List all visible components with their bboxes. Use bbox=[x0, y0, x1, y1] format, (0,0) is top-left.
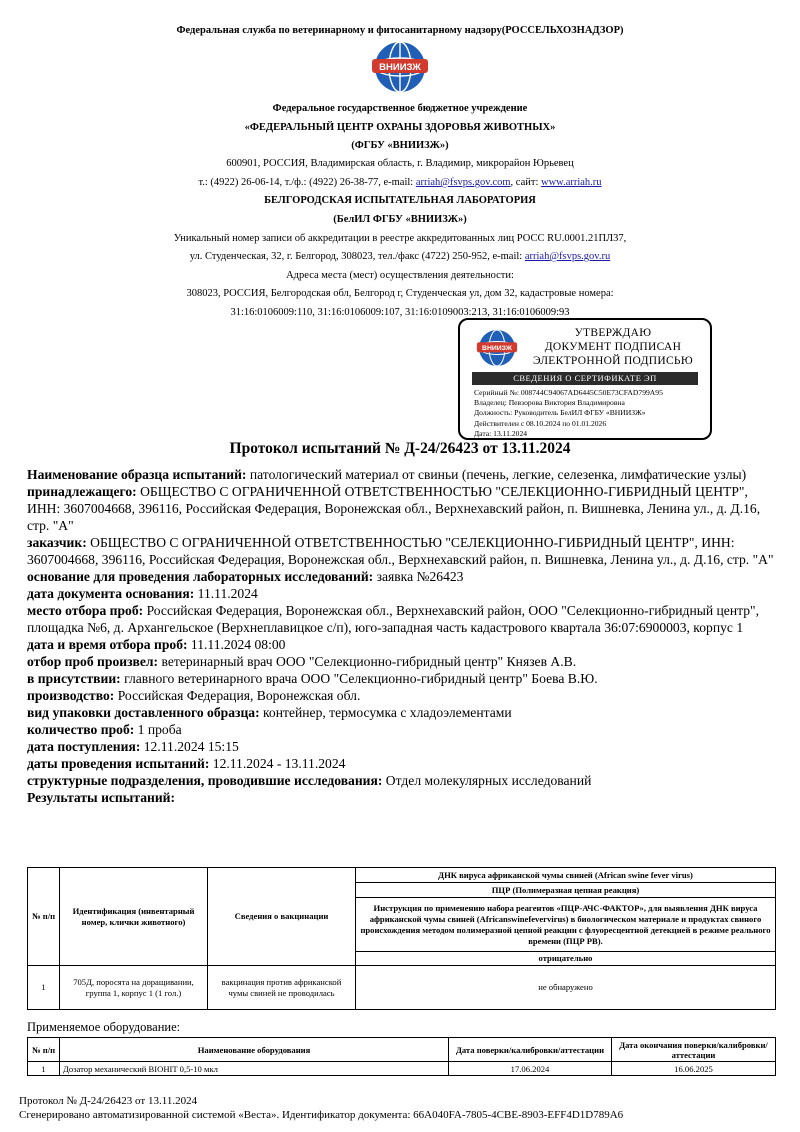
result-cell-num: 1 bbox=[28, 966, 60, 1010]
stamp-position: Должность: Руководитель БелИЛ ФГБУ «ВНИИЗЖ» bbox=[474, 408, 646, 418]
field-value: ветеринарный врач ООО "Селекционно-гибридный центр" Князев А.В. bbox=[158, 654, 577, 669]
vniizzh-logo bbox=[368, 40, 432, 94]
stamp-logo bbox=[474, 328, 520, 368]
field-label: дата документа основания: bbox=[27, 586, 195, 601]
table-row bbox=[28, 966, 776, 1010]
cadastral-numbers: 31:16:0106009:110, 31:16:0106009:107, 31:16:0109003:213, 31:16:0106009:93 bbox=[230, 307, 570, 318]
field-label: дата поступления: bbox=[27, 739, 141, 754]
accreditation: Уникальный номер записи об аккредитации в реестре аккредитованных лиц РОСС RU.0001.21ПЛ37, bbox=[173, 233, 627, 244]
method-header: ПЦР (Полимеразная цепная реакция) bbox=[356, 883, 776, 898]
field-value: 12.11.2024 - 13.11.2024 bbox=[209, 756, 346, 771]
equipment-label: Применяемое оборудование: bbox=[27, 1020, 181, 1034]
field-row bbox=[27, 466, 777, 483]
eq-col-date: Дата поверки/калибровки/аттестации bbox=[449, 1038, 612, 1062]
field-value: контейнер, термосумка с хладоэлементами bbox=[259, 705, 512, 720]
protocol-title: Протокол испытаний № Д-24/26423 от 13.11.2024 bbox=[229, 440, 571, 457]
result-cell-vacc: вакцинация против африканской чумы свиней не проводилась bbox=[208, 966, 356, 1010]
lab-short: (БелИЛ ФГБУ «ВНИИЗЖ») bbox=[333, 214, 467, 225]
field-value: 12.11.2024 15:15 bbox=[140, 739, 239, 754]
stamp-owner: Владелец: Певзорова Виктория Владимировна bbox=[474, 398, 625, 408]
result-cell-result: не обнаружено bbox=[356, 966, 776, 1010]
field-label: в присутствии: bbox=[27, 671, 121, 686]
eq-col-name: Наименование оборудования bbox=[60, 1038, 449, 1062]
equipment-cell-num: 1 bbox=[28, 1062, 60, 1076]
instruction-header: Инструкция по применению набора реагентов «ПЦР-АЧС-ФАКТОР», для выявления ДНК вируса африканской чумы свиней (Africanswinefevervirus) в биологическом материале и продуктах свиного происхождения методом полимеразной цепной реакции с флуоресцентной детекцией в режиме реального времени (ПЦР РВ). bbox=[356, 898, 776, 952]
field-label: принадлежащего: bbox=[27, 484, 137, 499]
field-row bbox=[27, 568, 777, 585]
field-value: 11.11.2024 bbox=[194, 586, 258, 601]
field-value: ОБЩЕСТВО С ОГРАНИЧЕННОЙ ОТВЕТСТВЕННОСТЬЮ "СЕЛЕКЦИОННО-ГИБРИДНЫЙ ЦЕНТР", ИНН: 3607004668, 396116, Российская Федерация, Воронежская обл., Верхнехавский район, п. Вишневка, Ленина ул., д. Д.16, стр. "А" bbox=[27, 484, 761, 533]
stamp-date: Дата: 13.11.2024 bbox=[474, 428, 528, 438]
lab-address-prefix: ул. Студенческая, 32, г. Белгород, 308023, тел./факс (4722) 250-952, e-mail: bbox=[189, 251, 525, 262]
institution-name: «ФЕДЕРАЛЬНЫЙ ЦЕНТР ОХРАНЫ ЗДОРОВЬЯ ЖИВОТНЫХ» bbox=[244, 122, 556, 133]
field-value: заявка №26423 bbox=[373, 569, 464, 584]
field-label: производство: bbox=[27, 688, 115, 703]
eq-col-num: № п/п bbox=[28, 1038, 60, 1062]
field-row bbox=[27, 534, 777, 568]
stamp-heading bbox=[520, 326, 706, 368]
field-label: Результаты испытаний: bbox=[27, 790, 176, 805]
field-value: Отдел молекулярных исследований bbox=[382, 773, 592, 788]
norm-header: отрицательно bbox=[356, 952, 776, 966]
protocol-fields bbox=[27, 466, 777, 806]
institution-short: (ФГБУ «ВНИИЗЖ») bbox=[351, 140, 449, 151]
field-label: вид упаковки доставленного образца: bbox=[27, 705, 260, 720]
lab-name: БЕЛГОРОДСКАЯ ИСПЫТАТЕЛЬНАЯ ЛАБОРАТОРИЯ bbox=[264, 195, 536, 206]
institution-type: Федеральное государственное бюджетное учреждение bbox=[272, 103, 528, 114]
field-row bbox=[27, 772, 777, 789]
field-row bbox=[27, 721, 777, 738]
field-value: Российская Федерация, Воронежская обл., Верхнехавский район, ООО "Селекционно-гибридный центр", площадка №6, д. Архангельское (Верхнеплавицкое с/п), юго-западная часть кадастрового квартала 36:07:6900003, корпус 1 bbox=[27, 603, 759, 635]
footer-generated: Сгенерировано автоматизированной системой «Веста». Идентификатор документа: 66A040FA-7805-4CBE-8903-EFF4D1D789A6 bbox=[19, 1109, 624, 1121]
field-label: структурные подразделения, проводившие исследования: bbox=[27, 773, 383, 788]
field-row bbox=[27, 602, 777, 636]
field-value: 1 проба bbox=[134, 722, 182, 737]
table-row bbox=[28, 1062, 776, 1076]
field-label: количество проб: bbox=[27, 722, 135, 737]
field-value: Российская Федерация, Воронежская обл. bbox=[114, 688, 361, 703]
stamp-cert-details bbox=[474, 388, 704, 439]
col-num-header: № п/п bbox=[28, 868, 60, 966]
stamp-valid: Действителен с 08.10.2024 по 01.01.2026 bbox=[474, 418, 607, 428]
institution-address: 600901, РОССИЯ, Владимирская область, г. Владимир, микрорайон Юрьевец bbox=[226, 158, 574, 169]
field-label: основание для проведения лабораторных исследований: bbox=[27, 569, 374, 584]
field-label: отбор проб произвел: bbox=[27, 654, 159, 669]
lab-address bbox=[0, 250, 800, 263]
email-link[interactable]: arriah@fsvps.gov.com bbox=[415, 177, 511, 188]
activity-label: Адреса места (мест) осуществления деятельности: bbox=[286, 270, 514, 281]
equipment-cell-name: Дозатор механический BIOHIT 0,5-10 мкл bbox=[60, 1062, 449, 1076]
equipment-cell-end: 16.06.2025 bbox=[612, 1062, 776, 1076]
stamp-cert-bar: СВЕДЕНИЯ О СЕРТИФИКАТЕ ЭП bbox=[472, 372, 698, 385]
activity-address: 308023, РОССИЯ, Белгородская обл, Белгород г, Студенческая ул, дом 32, кадастровые номера: bbox=[186, 288, 614, 299]
contacts-prefix: т.: (4922) 26-06-14, т./ф.: (4922) 26-38-77, e-mail: bbox=[198, 177, 416, 188]
footer-protocol: Протокол № Д-24/26423 от 13.11.2024 bbox=[19, 1095, 198, 1107]
field-value: 11.11.2024 08:00 bbox=[187, 637, 286, 652]
stamp-approve: УТВЕРЖДАЮ bbox=[574, 327, 652, 339]
field-row bbox=[27, 687, 777, 704]
field-label: место отбора проб: bbox=[27, 603, 144, 618]
field-row bbox=[27, 704, 777, 721]
institution-contacts bbox=[0, 176, 800, 189]
field-row bbox=[27, 755, 777, 772]
col-id-header: Идентификация (инвентарный номер, клички животного) bbox=[60, 868, 208, 966]
e-signature-stamp bbox=[458, 318, 712, 440]
eq-col-end: Дата окончания поверки/калибровки/аттестации bbox=[612, 1038, 776, 1062]
result-cell-id: 705Д, поросята на доращивании, группа 1, корпус 1 (1 гол.) bbox=[60, 966, 208, 1010]
field-value: главного ветеринарного врача ООО "Селекционно-гибридный центр" Боева В.Ю. bbox=[120, 671, 598, 686]
field-row bbox=[27, 653, 777, 670]
site-link[interactable]: www.arriah.ru bbox=[541, 177, 602, 188]
field-row bbox=[27, 738, 777, 755]
field-row bbox=[27, 636, 777, 653]
stamp-logo-text: ВНИИЗЖ bbox=[482, 345, 512, 353]
field-value: ОБЩЕСТВО С ОГРАНИЧЕННОЙ ОТВЕТСТВЕННОСТЬЮ "СЕЛЕКЦИОННО-ГИБРИДНЫЙ ЦЕНТР", ИНН: 3607004668, 396116, Российская Федерация, Воронежская обл., Верхнехавский район, п. Вишневка, Ленина ул., д. Д.16, стр. "А" bbox=[27, 535, 774, 567]
field-value: патологический материал от свиньи (печень, легкие, селезенка, лимфатические узлы) bbox=[246, 467, 747, 482]
field-row bbox=[27, 585, 777, 602]
col-vacc-header: Сведения о вакцинации bbox=[208, 868, 356, 966]
lab-email-link[interactable]: arriah@fsvps.gov.ru bbox=[524, 251, 611, 262]
equipment-cell-date: 17.06.2024 bbox=[449, 1062, 612, 1076]
logo-text: ВНИИЗЖ bbox=[379, 62, 421, 73]
site-prefix: , сайт: bbox=[510, 177, 541, 188]
stamp-e-signature: ЭЛЕКТРОННОЙ ПОДПИСЬЮ bbox=[533, 355, 693, 367]
field-row bbox=[27, 670, 777, 687]
field-row bbox=[27, 483, 777, 534]
stamp-signed: ДОКУМЕНТ ПОДПИСАН bbox=[544, 341, 682, 353]
field-row bbox=[27, 789, 777, 806]
field-label: заказчик: bbox=[27, 535, 87, 550]
analyte-header: ДНК вируса африканской чумы свиней (African swine fever virus) bbox=[356, 868, 776, 883]
results-table bbox=[27, 867, 776, 1010]
field-label: дата и время отбора проб: bbox=[27, 637, 188, 652]
equipment-table bbox=[27, 1037, 776, 1076]
field-label: Наименование образца испытаний: bbox=[27, 467, 247, 482]
stamp-serial: Серийный №: 008744C94067AD6445C50E73CFAD799A95 bbox=[474, 388, 663, 397]
agency-name: Федеральная служба по ветеринарному и фитосанитарному надзору(РОССЕЛЬХОЗНАДЗОР) bbox=[176, 25, 624, 36]
field-label: даты проведения испытаний: bbox=[27, 756, 210, 771]
